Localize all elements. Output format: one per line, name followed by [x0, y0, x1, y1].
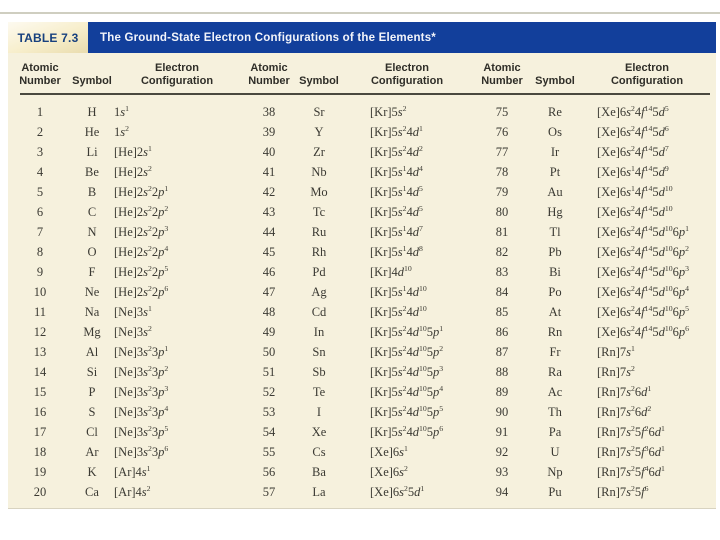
table-row: [8, 322, 716, 342]
atomic-number-cell: 81: [495, 224, 509, 239]
table-row: [8, 462, 716, 482]
config-cell: $[Kr]5s^24d^{10}5p^6$: [370, 423, 444, 439]
atomic-number-cell: 76: [495, 124, 509, 139]
symbol-cell: Al: [85, 344, 99, 359]
symbol-cell: Os: [548, 124, 562, 139]
atomic-number-cell: 38: [262, 104, 276, 119]
config-cell: $[Kr]5s^14d^8$: [370, 243, 423, 259]
atomic-number-cell: 4: [36, 164, 44, 179]
symbol-cell: Y: [314, 124, 324, 139]
config-cell: $[He]2s^1$: [114, 143, 152, 159]
symbol-cell: Cl: [86, 424, 98, 439]
atomic-number-cell: 40: [262, 144, 276, 159]
atomic-number-cell: 3: [36, 144, 44, 159]
table-row: [8, 442, 716, 462]
symbol-cell: Xe: [311, 424, 327, 439]
symbol-cell: Nb: [311, 164, 327, 179]
symbol-cell: Te: [312, 384, 326, 399]
symbol-cell: Cs: [312, 444, 326, 459]
config-cell: $[He]2s^2$: [114, 163, 152, 179]
config-cell: $[Xe]6s^14f^{14}5d^9$: [597, 163, 669, 179]
symbol-cell: He: [84, 124, 100, 139]
column-header-row: [8, 53, 716, 88]
column-header-symbol-2: Symbol: [299, 75, 339, 87]
symbol-cell: Pa: [548, 424, 562, 439]
config-cell: $[Ne]3s^23p^2$: [114, 363, 169, 379]
atomic-number-cell: 86: [495, 324, 509, 339]
atomic-number-cell: 42: [262, 184, 276, 199]
config-cell: $[Kr]5s^24d^{10}5p^3$: [370, 363, 444, 379]
symbol-cell: Ag: [311, 284, 327, 299]
config-cell: $[Ne]3s^23p^5$: [114, 423, 169, 439]
atomic-number-cell: 55: [262, 444, 276, 459]
config-cell: $[Xe]6s^24f^{14}5d^{10}6p^2$: [597, 243, 690, 259]
atomic-number-cell: 43: [262, 204, 276, 219]
symbol-cell: H: [87, 104, 97, 119]
atomic-number-cell: 90: [495, 404, 509, 419]
table-row: [8, 382, 716, 402]
symbol-cell: O: [87, 244, 97, 259]
symbol-cell: Li: [86, 144, 98, 159]
atomic-number-cell: 18: [33, 444, 47, 459]
symbol-cell: I: [316, 404, 322, 419]
atomic-number-cell: 93: [495, 464, 509, 479]
atomic-number-cell: 10: [33, 284, 47, 299]
config-cell: $[Ne]3s^23p^1$: [114, 343, 169, 359]
config-cell: $[Ne]3s^23p^6$: [114, 443, 169, 459]
table-row: [8, 242, 716, 262]
symbol-cell: Ac: [547, 384, 563, 399]
atomic-number-cell: 44: [262, 224, 276, 239]
symbol-cell: Tl: [549, 224, 561, 239]
atomic-number-cell: 48: [262, 304, 276, 319]
atomic-number-cell: 39: [262, 124, 276, 139]
symbol-cell: Ru: [311, 224, 327, 239]
config-cell: $[Kr]5s^14d^4$: [370, 163, 423, 179]
config-cell: $[Kr]5s^24d^{10}5p^4$: [370, 383, 444, 399]
table-row: [8, 422, 716, 442]
atomic-number-cell: 20: [33, 484, 47, 499]
config-cell: $1s^2$: [114, 123, 129, 139]
symbol-cell: Sr: [313, 104, 325, 119]
atomic-number-cell: 19: [33, 464, 47, 479]
atomic-number-cell: 89: [495, 384, 509, 399]
table-row: [8, 362, 716, 382]
atomic-number-cell: 8: [36, 244, 44, 259]
atomic-number-cell: 7: [36, 224, 44, 239]
table-row: [8, 302, 716, 322]
config-cell: $[Kr]5s^24d^5$: [370, 203, 423, 219]
slide-top-divider: [0, 12, 720, 14]
atomic-number-cell: 88: [495, 364, 509, 379]
atomic-number-cell: 6: [36, 204, 44, 219]
atomic-number-cell: 80: [495, 204, 509, 219]
symbol-cell: Cd: [311, 304, 327, 319]
atomic-number-cell: 11: [33, 304, 47, 319]
config-cell: $[Kr]5s^24d^1$: [370, 123, 423, 139]
symbol-cell: Tc: [312, 204, 326, 219]
table-row: [8, 482, 716, 502]
symbol-cell: Pt: [549, 164, 561, 179]
symbol-cell: La: [312, 484, 326, 499]
table-row: [8, 262, 716, 282]
atomic-number-cell: 75: [495, 104, 509, 119]
config-cell: $[Kr]5s^14d^5$: [370, 183, 423, 199]
symbol-cell: Ar: [85, 444, 99, 459]
config-cell: $[Ar]4s^1$: [114, 463, 151, 479]
config-cell: $[He]2s^22p^4$: [114, 243, 169, 259]
atomic-number-cell: 78: [495, 164, 509, 179]
config-cell: $[Xe]6s^2$: [370, 463, 408, 479]
atomic-number-cell: 45: [262, 244, 276, 259]
table-row: [8, 222, 716, 242]
atomic-number-cell: 16: [33, 404, 47, 419]
atomic-number-cell: 50: [262, 344, 276, 359]
atomic-number-cell: 79: [495, 184, 509, 199]
config-cell: $[Xe]6s^24f^{14}5d^{10}6p^4$: [597, 283, 690, 299]
symbol-cell: Np: [547, 464, 563, 479]
atomic-number-cell: 94: [495, 484, 509, 499]
symbol-cell: Pb: [548, 244, 562, 259]
atomic-number-cell: 9: [36, 264, 44, 279]
symbol-cell: P: [88, 384, 96, 399]
config-cell: $[He]2s^22p^6$: [114, 283, 169, 299]
atomic-number-cell: 77: [495, 144, 509, 159]
atomic-number-cell: 84: [495, 284, 509, 299]
atomic-number-cell: 92: [495, 444, 509, 459]
symbol-cell: Sn: [312, 344, 326, 359]
symbol-cell: Rh: [311, 244, 327, 259]
table-row: [8, 182, 716, 202]
symbol-cell: Pd: [312, 264, 326, 279]
symbol-cell: Rn: [547, 324, 563, 339]
table-row: [8, 402, 716, 422]
column-header-atomic-number-1: Atomic Number: [19, 62, 61, 87]
symbol-cell: B: [87, 184, 97, 199]
symbol-cell: F: [88, 264, 96, 279]
config-cell: $[Rn]7s^25f^6$: [597, 483, 649, 499]
config-cell: $1s^1$: [114, 103, 129, 119]
symbol-cell: Ne: [84, 284, 100, 299]
config-cell: $[Kr]5s^24d^{10}5p^2$: [370, 343, 444, 359]
table-row: [8, 282, 716, 302]
symbol-cell: Ca: [85, 484, 99, 499]
atomic-number-cell: 54: [262, 424, 276, 439]
config-cell: $[He]2s^22p^5$: [114, 263, 169, 279]
symbol-cell: Si: [86, 364, 98, 379]
config-cell: $[Xe]6s^1$: [370, 443, 408, 459]
config-cell: $[Kr]5s^24d^{10}5p^5$: [370, 403, 444, 419]
atomic-number-cell: 53: [262, 404, 276, 419]
table-body: [8, 53, 716, 509]
table-header-bar: [8, 22, 716, 53]
config-cell: $[Rn]7s^25f^26d^1$: [597, 423, 665, 439]
config-cell: $[Ne]3s^2$: [114, 323, 152, 339]
atomic-number-cell: 85: [495, 304, 509, 319]
config-cell: $[Rn]7s^25f^36d^1$: [597, 443, 665, 459]
atomic-number-cell: 5: [36, 184, 44, 199]
symbol-cell: Ba: [312, 464, 326, 479]
symbol-cell: Sb: [312, 364, 326, 379]
table-row: [8, 102, 716, 122]
config-cell: $[Xe]6s^24f^{14}5d^5$: [597, 103, 669, 119]
config-cell: $[Kr]5s^2$: [370, 103, 407, 119]
config-cell: $[Rn]7s^2$: [597, 363, 635, 379]
column-header-config-2: Electron Configuration: [370, 62, 444, 87]
symbol-cell: Re: [548, 104, 562, 119]
table-title: The Ground-State Electron Configurations of the Elements*: [88, 22, 716, 53]
atomic-number-cell: 56: [262, 464, 276, 479]
symbol-cell: Pu: [548, 484, 562, 499]
table-rows: [8, 95, 716, 502]
config-cell: $[Ar]4s^2$: [114, 483, 151, 499]
symbol-cell: Mo: [310, 184, 328, 199]
config-cell: $[Ne]3s^23p^3$: [114, 383, 169, 399]
atomic-number-cell: 14: [33, 364, 47, 379]
symbol-cell: Bi: [549, 264, 561, 279]
atomic-number-cell: 51: [262, 364, 276, 379]
table-row: [8, 122, 716, 142]
symbol-cell: N: [87, 224, 97, 239]
symbol-cell: Mg: [83, 324, 101, 339]
atomic-number-cell: 83: [495, 264, 509, 279]
config-cell: $[Xe]6s^24f^{14}5d^{10}6p^3$: [597, 263, 690, 279]
symbol-cell: At: [548, 304, 562, 319]
table-row: [8, 342, 716, 362]
table-row: [8, 142, 716, 162]
column-header-symbol-3: Symbol: [535, 75, 575, 87]
column-header-atomic-number-3: Atomic Number: [481, 62, 523, 87]
config-cell: $[Xe]6s^24f^{14}5d^6$: [597, 123, 669, 139]
atomic-number-cell: 46: [262, 264, 276, 279]
symbol-cell: In: [313, 324, 325, 339]
atomic-number-cell: 2: [36, 124, 44, 139]
config-cell: $[Kr]5s^24d^{10}$: [370, 303, 427, 319]
config-cell: $[Xe]6s^24f^{14}5d^{10}6p^1$: [597, 223, 690, 239]
config-cell: $[Rn]7s^26d^1$: [597, 383, 652, 399]
config-cell: $[He]2s^22p^2$: [114, 203, 169, 219]
table-row: [8, 202, 716, 222]
config-cell: $[Ne]3s^23p^4$: [114, 403, 169, 419]
atomic-number-cell: 13: [33, 344, 47, 359]
config-cell: $[Rn]7s^1$: [597, 343, 635, 359]
config-cell: $[Kr]5s^14d^7$: [370, 223, 423, 239]
column-header-atomic-number-2: Atomic Number: [248, 62, 290, 87]
config-cell: $[Kr]5s^14d^{10}$: [370, 283, 427, 299]
config-cell: $[He]2s^22p^1$: [114, 183, 169, 199]
symbol-cell: Hg: [547, 204, 563, 219]
atomic-number-cell: 1: [36, 104, 44, 119]
atomic-number-cell: 47: [262, 284, 276, 299]
atomic-number-cell: 15: [33, 384, 47, 399]
atomic-number-cell: 91: [495, 424, 509, 439]
atomic-number-cell: 49: [262, 324, 276, 339]
config-cell: $[Xe]6s^24f^{14}5d^{10}6p^5$: [597, 303, 690, 319]
config-cell: $[Kr]4d^{10}$: [370, 263, 412, 279]
config-cell: $[Xe]6s^25d^1$: [370, 483, 425, 499]
atomic-number-cell: 12: [33, 324, 47, 339]
config-cell: $[Xe]6s^24f^{14}5d^{10}6p^6$: [597, 323, 690, 339]
config-cell: $[Xe]6s^24f^{14}5d^{10}$: [597, 203, 673, 219]
symbol-cell: Na: [84, 304, 100, 319]
atomic-number-cell: 82: [495, 244, 509, 259]
symbol-cell: Ir: [550, 144, 560, 159]
atomic-number-cell: 52: [262, 384, 276, 399]
atomic-number-cell: 87: [495, 344, 509, 359]
config-cell: $[Kr]5s^24d^{10}5p^1$: [370, 323, 444, 339]
table-number-tag: TABLE 7.3: [8, 22, 88, 53]
symbol-cell: Th: [548, 404, 562, 419]
atomic-number-cell: 41: [262, 164, 276, 179]
column-header-config-1: Electron Configuration: [140, 62, 214, 87]
symbol-cell: Ra: [548, 364, 562, 379]
config-cell: $[Ne]3s^1$: [114, 303, 152, 319]
table-figure: [8, 22, 716, 509]
atomic-number-cell: 57: [262, 484, 276, 499]
config-cell: $[Xe]6s^14f^{14}5d^{10}$: [597, 183, 673, 199]
symbol-cell: U: [550, 444, 560, 459]
symbol-cell: Fr: [549, 344, 561, 359]
symbol-cell: Be: [85, 164, 99, 179]
symbol-cell: Po: [548, 284, 562, 299]
symbol-cell: Au: [547, 184, 563, 199]
symbol-cell: C: [87, 204, 97, 219]
atomic-number-cell: 17: [33, 424, 47, 439]
symbol-cell: S: [88, 404, 96, 419]
table-row: [8, 162, 716, 182]
config-cell: $[Xe]6s^24f^{14}5d^7$: [597, 143, 669, 159]
config-cell: $[Rn]7s^25f^46d^1$: [597, 463, 665, 479]
config-cell: $[Rn]7s^26d^2$: [597, 403, 652, 419]
symbol-cell: Zr: [313, 144, 325, 159]
symbol-cell: K: [87, 464, 97, 479]
config-cell: $[Kr]5s^24d^2$: [370, 143, 423, 159]
config-cell: $[He]2s^22p^3$: [114, 223, 169, 239]
column-header-config-3: Electron Configuration: [610, 62, 684, 87]
column-header-symbol-1: Symbol: [72, 75, 112, 87]
